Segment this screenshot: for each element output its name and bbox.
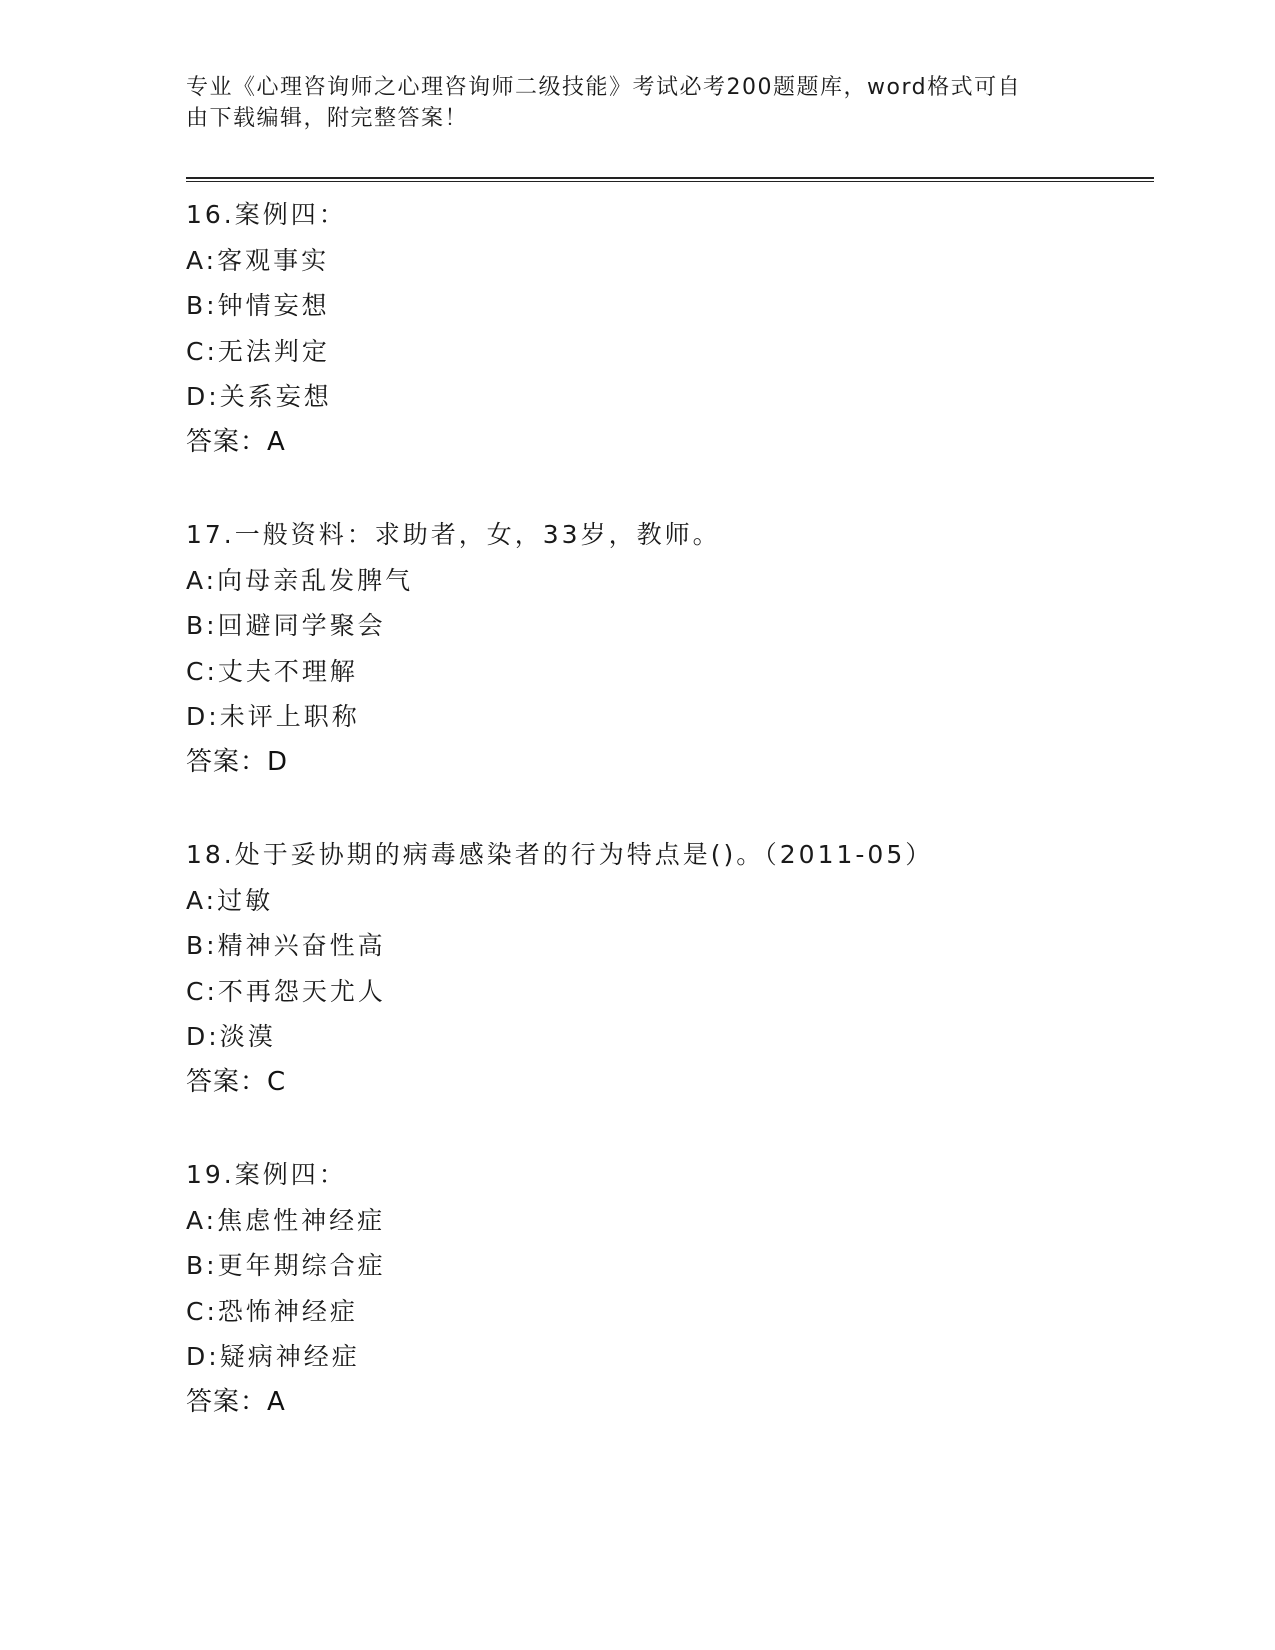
option-a	[186, 1198, 1146, 1244]
option-b	[186, 1243, 1146, 1289]
option-b	[186, 923, 1146, 969]
question-16	[186, 192, 1146, 465]
option-letter: C:	[186, 336, 218, 366]
option-d	[186, 1334, 1146, 1380]
answer-line: 答案：A	[186, 426, 286, 457]
option-text: 淡漠	[219, 1022, 276, 1051]
option-text: 丈夫不理解	[217, 656, 358, 686]
option-text: 疑病神经症	[219, 1342, 360, 1371]
option-letter: C:	[186, 656, 218, 686]
option-text: 未评上职称	[219, 702, 360, 731]
option-letter: C:	[186, 1296, 218, 1326]
question-stem: 19.案例四：	[186, 1160, 347, 1189]
option-text: 向母亲乱发脾气	[217, 565, 414, 595]
option-letter: B:	[186, 931, 218, 960]
option-text: 恐怖神经症	[217, 1296, 358, 1326]
option-text: 不再怨天尤人	[217, 976, 386, 1006]
option-letter: D:	[186, 382, 220, 411]
answer-line: 答案：C	[186, 1066, 287, 1097]
header-divider	[186, 177, 1154, 182]
option-text: 无法判定	[217, 336, 330, 366]
option-letter: B:	[186, 291, 218, 320]
question-stem: 17.一般资料：求助者，女，33岁，教师。	[186, 520, 721, 549]
answer-line: 答案：A	[186, 1386, 286, 1417]
question-stem: 16.案例四：	[186, 200, 347, 229]
option-d	[186, 694, 1146, 740]
option-text: 钟情妄想	[217, 291, 330, 320]
answer-line: 答案：D	[186, 746, 289, 777]
question-17	[186, 512, 1146, 785]
option-d	[186, 374, 1146, 420]
option-letter: A:	[186, 565, 218, 595]
option-c	[186, 1289, 1146, 1335]
option-text: 客观事实	[217, 245, 330, 275]
option-letter: D:	[186, 702, 220, 731]
question-19	[186, 1152, 1146, 1425]
question-18	[186, 832, 1146, 1105]
option-c	[186, 649, 1146, 695]
option-a	[186, 558, 1146, 604]
option-text: 回避同学聚会	[217, 611, 386, 640]
option-text: 更年期综合症	[217, 1251, 386, 1280]
header-line-1: 专业《心理咨询师之心理咨询师二级技能》考试必考200题题库，word格式可自	[186, 75, 1022, 100]
question-stem: 18.处于妥协期的病毒感染者的行为特点是()。（2011-05）	[186, 840, 934, 869]
option-letter: A:	[186, 885, 218, 915]
question-list	[186, 192, 1146, 1472]
option-text: 精神兴奋性高	[217, 931, 386, 960]
option-text: 焦虑性神经症	[217, 1205, 386, 1235]
option-text: 过敏	[217, 885, 274, 915]
option-b	[186, 283, 1146, 329]
option-letter: B:	[186, 1251, 218, 1280]
option-text: 关系妄想	[219, 382, 332, 411]
option-letter: A:	[186, 245, 218, 275]
option-a	[186, 238, 1146, 284]
option-letter: C:	[186, 976, 218, 1006]
option-letter: A:	[186, 1205, 218, 1235]
option-letter: B:	[186, 611, 218, 640]
option-letter: D:	[186, 1022, 220, 1051]
option-c	[186, 969, 1146, 1015]
option-c	[186, 329, 1146, 375]
document-header	[186, 72, 1086, 134]
option-b	[186, 603, 1146, 649]
option-a	[186, 878, 1146, 924]
option-letter: D:	[186, 1342, 220, 1371]
header-line-2: 由下载编辑，附完整答案！	[186, 106, 469, 131]
option-d	[186, 1014, 1146, 1060]
